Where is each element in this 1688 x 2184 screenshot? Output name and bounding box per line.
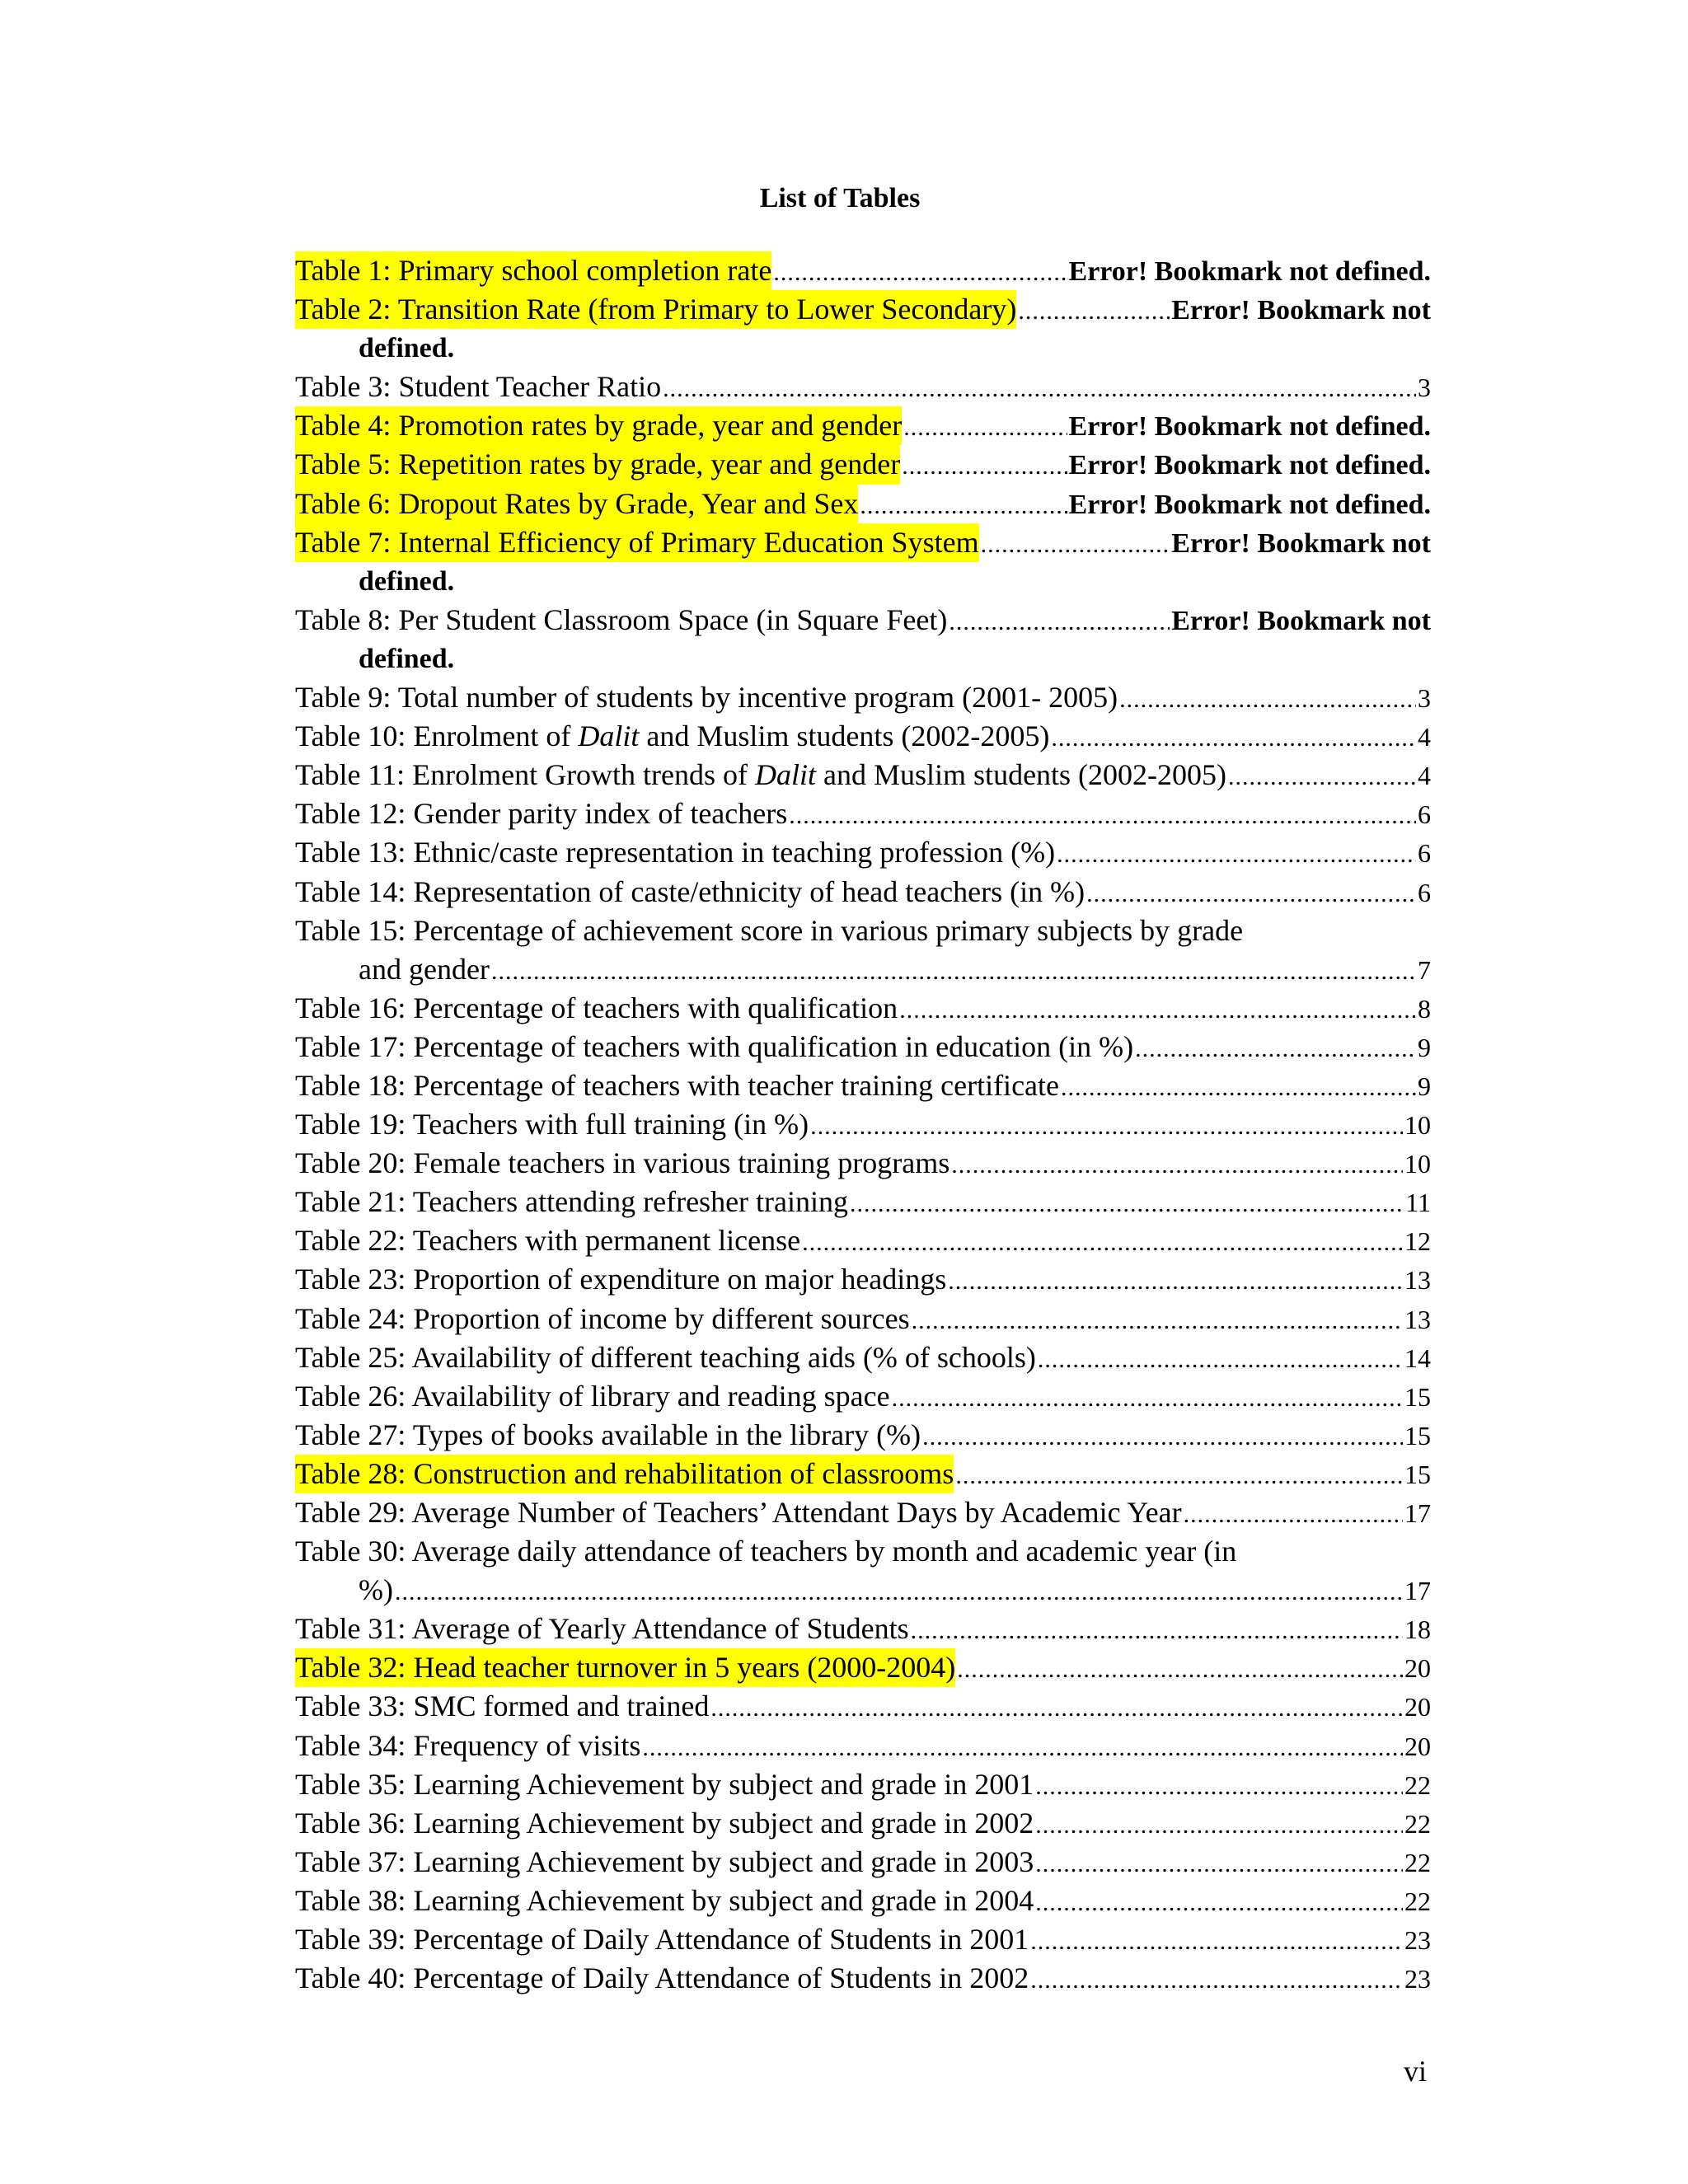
- toc-entry-label: Table 27: Types of books available in the library (%): [295, 1418, 921, 1451]
- toc-entry-error-cont: defined.: [359, 333, 455, 364]
- toc-entry-label: Table 11: Enrolment Growth trends of Dalit and Muslim students (2002-2005): [295, 758, 1227, 792]
- toc-entry-label: Table 23: Proportion of expenditure on major headings: [295, 1263, 947, 1296]
- toc-entry-page: 4: [1418, 761, 1431, 791]
- toc-entry-label: Table 15: Percentage of achievement score in various primary subjects by grade: [295, 913, 1244, 947]
- toc-entry[interactable]: [295, 1338, 1431, 1377]
- toc-entry-label: Table 36: Learning Achievement by subject and grade in 2002: [295, 1806, 1034, 1840]
- toc-entry-page: 15: [1404, 1420, 1431, 1451]
- toc-entry-error: Error! Bookmark not defined.: [1068, 411, 1431, 443]
- toc-entry-page: 22: [1404, 1847, 1431, 1877]
- toc-entry-page: 22: [1404, 1886, 1431, 1916]
- toc-entry-italic: Dalit: [755, 758, 817, 792]
- toc-entry[interactable]: [295, 1260, 1431, 1299]
- dot-leader: [951, 1146, 1403, 1184]
- toc-entry-page: 22: [1404, 1808, 1431, 1839]
- toc-entry-page: 17: [1404, 1576, 1431, 1606]
- toc-entry-label: Table 21: Teachers attending refresher training: [295, 1185, 849, 1219]
- toc-entry-label: Table 31: Average of Yearly Attendance of Students: [295, 1612, 909, 1646]
- toc-entry-label: Table 33: SMC formed and trained: [295, 1690, 710, 1723]
- toc-entry-label: Table 19: Teachers with full training (in %): [295, 1108, 809, 1141]
- dot-leader: [789, 796, 1416, 835]
- toc-entry-label: Table 16: Percentage of teachers with qualification: [295, 991, 898, 1024]
- toc-entry-error-cont: defined.: [359, 643, 455, 674]
- dot-leader: [1038, 1340, 1403, 1379]
- toc-entry-label-cont: and gender: [359, 952, 490, 986]
- toc-entry[interactable]: [295, 1221, 1431, 1260]
- dot-leader: [1030, 1922, 1403, 1961]
- dot-leader: [642, 1728, 1403, 1767]
- toc-entry[interactable]: [295, 794, 1431, 833]
- toc-entry-label: Table 2: Transition Rate (from Primary to Lower Secondary): [295, 290, 1016, 329]
- toc-entry-label: Table 8: Per Student Classroom Space (in Square Feet): [295, 602, 948, 636]
- toc-entry-label: Table 5: Repetition rates by grade, year and gender: [295, 445, 900, 484]
- toc-entry-label: Table 9: Total number of students by incentive program (2001- 2005): [295, 681, 1118, 715]
- toc-entry-label: Table 40: Percentage of Daily Attendance of Students in 2002: [295, 1961, 1029, 1995]
- toc-entry[interactable]: [295, 290, 1431, 368]
- toc-entry-error: Error! Bookmark not: [1171, 605, 1431, 636]
- toc-entry-label: Table 29: Average Number of Teachers’ Attendant Days by Academic Year: [295, 1496, 1182, 1529]
- toc-entry-page: 6: [1418, 799, 1431, 830]
- dot-leader: [1061, 1068, 1416, 1107]
- toc-entry-page: 7: [1418, 954, 1431, 985]
- toc-entry[interactable]: [295, 523, 1431, 601]
- dot-leader: [663, 369, 1416, 408]
- dot-leader: [957, 1650, 1403, 1689]
- dot-leader: [981, 525, 1170, 564]
- toc-entry[interactable]: [295, 251, 1431, 290]
- dot-leader: [892, 1379, 1403, 1418]
- toc-entry-page: 22: [1404, 1769, 1431, 1800]
- dot-leader: [1086, 874, 1416, 913]
- toc-entry[interactable]: [295, 912, 1431, 989]
- dot-leader: [911, 1611, 1403, 1650]
- toc-entry[interactable]: [295, 1028, 1431, 1066]
- toc-entry[interactable]: [295, 1765, 1431, 1804]
- dot-leader: [1030, 1961, 1403, 1999]
- toc-entry-label: Table 14: Representation of caste/ethnicity of head teachers (in %): [295, 874, 1085, 908]
- toc-entry[interactable]: [295, 406, 1431, 445]
- toc-entry-label: Table 39: Percentage of Daily Attendance of Students in 2001: [295, 1923, 1029, 1957]
- dot-leader: [491, 952, 1416, 991]
- toc-entry-page: 20: [1404, 1653, 1431, 1684]
- toc-entry-label: Table 25: Availability of different teaching aids (% of schools): [295, 1340, 1036, 1374]
- toc-entry-page: 13: [1404, 1304, 1431, 1334]
- toc-entry-label: Table 28: Construction and rehabilitation of classrooms: [295, 1455, 954, 1493]
- toc-entry-page: 13: [1404, 1265, 1431, 1296]
- toc-entry[interactable]: [295, 1804, 1431, 1843]
- toc-entry[interactable]: [295, 1959, 1431, 1998]
- toc-entry-page: 9: [1418, 1071, 1431, 1101]
- toc-entry-label: Table 32: Head teacher turnover in 5 years (2000-2004): [295, 1648, 955, 1687]
- toc-entry-page: 18: [1404, 1615, 1431, 1645]
- dot-leader: [1184, 1495, 1403, 1534]
- toc-entry[interactable]: [295, 1648, 1431, 1687]
- toc-entry-italic: Dalit: [578, 719, 640, 753]
- toc-entry[interactable]: [295, 989, 1431, 1028]
- toc-entry-page: 10: [1404, 1149, 1431, 1179]
- toc-entry-page: 3: [1418, 683, 1431, 714]
- dot-leader: [902, 447, 1067, 485]
- toc-entry-page: 11: [1405, 1188, 1431, 1218]
- dot-leader: [773, 253, 1067, 292]
- toc-entry-error: Error! Bookmark not defined.: [1068, 256, 1431, 287]
- dot-leader: [1035, 1806, 1403, 1844]
- dot-leader: [1119, 680, 1416, 719]
- toc-entry-label: Table 18: Percentage of teachers with teacher training certificate: [295, 1068, 1059, 1102]
- dot-leader: [899, 991, 1416, 1029]
- toc-entry[interactable]: [295, 1493, 1431, 1532]
- toc-entry-page: 14: [1404, 1343, 1431, 1373]
- dot-leader: [395, 1572, 1403, 1611]
- dot-leader: [1035, 1883, 1403, 1922]
- dot-leader: [903, 408, 1067, 447]
- toc-entry[interactable]: [295, 445, 1431, 484]
- toc-entry[interactable]: [295, 1687, 1431, 1726]
- dot-leader: [949, 602, 1170, 641]
- toc-entry[interactable]: [295, 1843, 1431, 1882]
- toc-entry[interactable]: [295, 485, 1431, 523]
- toc-entry[interactable]: [295, 756, 1431, 794]
- dot-leader: [1018, 292, 1170, 330]
- toc-entry-label: Table 17: Percentage of teachers with qualification in education (in %): [295, 1029, 1134, 1063]
- toc-entry-error: Error! Bookmark not defined.: [1068, 450, 1431, 481]
- toc-entry-page: 6: [1418, 877, 1431, 907]
- dot-leader: [948, 1262, 1403, 1301]
- toc-entry-label: Table 6: Dropout Rates by Grade, Year and Sex: [295, 485, 858, 523]
- dot-leader: [860, 486, 1067, 525]
- toc-entry-label: Table 26: Availability of library and reading space: [295, 1379, 890, 1413]
- toc-entry-page: 9: [1418, 1032, 1431, 1062]
- toc-entry[interactable]: [295, 717, 1431, 756]
- toc-entry-error: Error! Bookmark not defined.: [1068, 489, 1431, 520]
- dot-leader: [802, 1223, 1403, 1262]
- toc-entry[interactable]: [295, 678, 1431, 717]
- toc-entry[interactable]: [295, 601, 1431, 678]
- dot-leader: [850, 1184, 1404, 1223]
- toc-entry[interactable]: [295, 1920, 1431, 1959]
- toc-entry-error: Error! Bookmark not: [1171, 295, 1431, 326]
- dot-leader: [710, 1689, 1403, 1727]
- toc-entry[interactable]: [295, 1882, 1431, 1920]
- toc-entry-page: 12: [1404, 1226, 1431, 1257]
- toc-entry-label: Table 4: Promotion rates by grade, year and gender: [295, 406, 902, 445]
- toc-entry[interactable]: [295, 1416, 1431, 1455]
- toc-entry[interactable]: [295, 1144, 1431, 1183]
- toc-entry-label: Table 3: Student Teacher Ratio: [295, 370, 662, 404]
- toc-entry[interactable]: [295, 1377, 1431, 1416]
- toc-entry-label: Table 37: Learning Achievement by subject and grade in 2003: [295, 1844, 1034, 1878]
- toc-entry-label: Table 24: Proportion of income by different sources: [295, 1301, 910, 1335]
- dot-leader: [1228, 757, 1416, 796]
- toc-entry[interactable]: [295, 1183, 1431, 1221]
- toc-entry-page: 6: [1418, 838, 1431, 869]
- toc-entry[interactable]: [295, 1105, 1431, 1144]
- dot-leader: [1051, 719, 1416, 757]
- toc-entry-label: Table 13: Ethnic/caste representation in teaching profession (%): [295, 836, 1056, 869]
- toc-entry-label: Table 34: Frequency of visits: [295, 1728, 641, 1762]
- toc-entry-error: Error! Bookmark not: [1171, 527, 1431, 559]
- dot-leader: [955, 1456, 1403, 1495]
- toc-entry[interactable]: [295, 1532, 1431, 1610]
- dot-leader: [1035, 1844, 1403, 1883]
- toc-entry-label-cont: %): [359, 1573, 393, 1607]
- toc-entry[interactable]: [295, 1727, 1431, 1765]
- toc-entry[interactable]: [295, 1455, 1431, 1493]
- toc-entry-page: 10: [1404, 1110, 1431, 1141]
- toc-entry[interactable]: [295, 1300, 1431, 1338]
- dot-leader: [810, 1107, 1403, 1146]
- toc-entry-label: Table 10: Enrolment of Dalit and Muslim students (2002-2005): [295, 719, 1050, 753]
- toc-entry-page: 8: [1418, 993, 1431, 1024]
- toc-entry[interactable]: [295, 833, 1431, 872]
- toc-entry[interactable]: [295, 1610, 1431, 1648]
- toc-entry-page: 15: [1404, 1381, 1431, 1412]
- toc-entry-label: Table 38: Learning Achievement by subject and grade in 2004: [295, 1883, 1034, 1917]
- toc-entry-error-cont: defined.: [359, 565, 455, 597]
- dot-leader: [1057, 835, 1416, 874]
- dot-leader: [922, 1418, 1403, 1456]
- dot-leader: [912, 1301, 1403, 1340]
- toc-entry-page: 23: [1404, 1964, 1431, 1994]
- toc-entry[interactable]: [295, 1066, 1431, 1105]
- toc-entry-page: 17: [1404, 1498, 1431, 1528]
- toc-entry-page: 20: [1404, 1692, 1431, 1722]
- toc-entry[interactable]: [295, 368, 1431, 406]
- toc-entry-label: Table 1: Primary school completion rate: [295, 251, 771, 290]
- page-title: List of Tables: [759, 183, 921, 213]
- toc-entry-label: Table 7: Internal Efficiency of Primary Education System: [295, 523, 979, 562]
- toc-entry-label: Table 20: Female teachers in various training programs: [295, 1146, 950, 1180]
- list-of-tables: [295, 251, 1431, 1998]
- toc-entry-page: 15: [1404, 1459, 1431, 1489]
- toc-entry-label: Table 22: Teachers with permanent license: [295, 1224, 801, 1258]
- toc-entry-label: Table 35: Learning Achievement by subject and grade in 2001: [295, 1767, 1034, 1801]
- toc-entry-label: Table 12: Gender parity index of teachers: [295, 797, 788, 831]
- toc-entry-page: 3: [1418, 373, 1431, 403]
- dot-leader: [1135, 1029, 1416, 1068]
- toc-entry-page: 20: [1404, 1731, 1431, 1761]
- toc-entry-page: 23: [1404, 1925, 1431, 1956]
- toc-entry-page: 4: [1418, 722, 1431, 752]
- page-number: vi: [1404, 2055, 1428, 2088]
- dot-leader: [1035, 1767, 1403, 1806]
- toc-entry[interactable]: [295, 873, 1431, 912]
- toc-entry-label: Table 30: Average daily attendance of teachers by month and academic year (in: [295, 1535, 1237, 1568]
